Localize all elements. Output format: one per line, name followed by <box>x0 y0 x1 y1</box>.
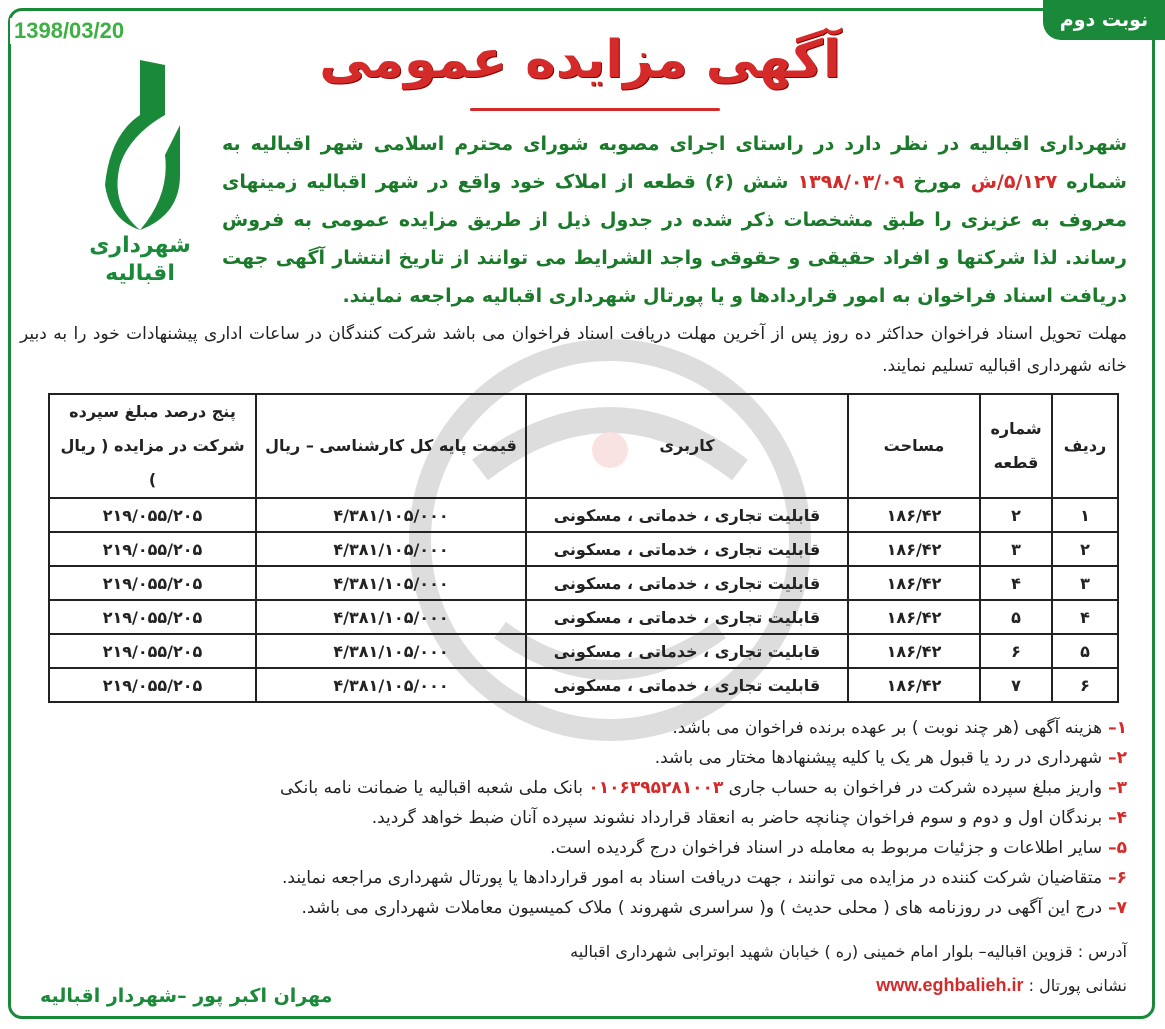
note-item <box>40 773 1127 803</box>
note-number: ۵– <box>1108 838 1127 858</box>
note-text: شهرداری در رد یا قبول هر یک یا کلیه پیشنهادها مختار می باشد. <box>654 748 1103 768</box>
note-number: ۲– <box>1108 748 1127 768</box>
cell-row: ۱ <box>1052 498 1118 532</box>
header-lot-number: شماره قطعه <box>980 394 1052 498</box>
header-area: مساحت <box>848 394 980 498</box>
note-text: سایر اطلاعات و جزئیات مربوط به معامله در اسناد فراخوان درج گردیده است. <box>550 838 1103 858</box>
title-underline <box>470 108 720 111</box>
cell-row: ۲ <box>1052 532 1118 566</box>
cell-deposit: ۲۱۹/۰۵۵/۲۰۵ <box>49 634 256 668</box>
resolution-date: ۱۳۹۸/۰۳/۰۹ <box>797 171 905 193</box>
cell-usage: قابلیت تجاری ، خدماتی ، مسکونی <box>526 566 848 600</box>
note-item <box>40 803 1127 833</box>
cell-usage: قابلیت تجاری ، خدماتی ، مسکونی <box>526 668 848 702</box>
note-item <box>40 833 1127 863</box>
table-row <box>49 668 1118 702</box>
cell-lot: ۳ <box>980 532 1052 566</box>
cell-lot: ۲ <box>980 498 1052 532</box>
note-text: واریز مبلغ سپرده شرکت در فراخوان به حساب جاری <box>728 778 1103 798</box>
lots-table <box>48 393 1119 703</box>
note-text: هزینه آگهی (هر چند نوبت ) بر عهده برنده فراخوان می باشد. <box>672 718 1103 738</box>
logo-line-1: شهرداری <box>89 233 191 258</box>
intro-part-1: شهرداری اقبالیه در نظر دارد در راستای اجرای مصوبه شورای محترم اسلامی شهر اقبالیه به شماره <box>222 133 1127 193</box>
cell-base-price: ۴/۳۸۱/۱۰۵/۰۰۰ <box>256 566 526 600</box>
table-row <box>49 532 1118 566</box>
header-deposit: پنج درصد مبلغ سپرده شرکت در مزایده ( ریال ) <box>49 394 256 498</box>
cell-deposit: ۲۱۹/۰۵۵/۲۰۵ <box>49 668 256 702</box>
cell-base-price: ۴/۳۸۱/۱۰۵/۰۰۰ <box>256 600 526 634</box>
cell-base-price: ۴/۳۸۱/۱۰۵/۰۰۰ <box>256 668 526 702</box>
cell-row: ۴ <box>1052 600 1118 634</box>
note-text: بانک ملی شعبه اقبالیه یا ضمانت نامه بانکی <box>279 778 583 798</box>
note-number: ۷– <box>1108 898 1127 918</box>
note-item <box>40 743 1127 773</box>
note-number: ۴– <box>1108 808 1127 828</box>
intro-part-2: مورخ <box>913 171 962 193</box>
table-row <box>49 498 1118 532</box>
intro-paragraph <box>222 125 1127 315</box>
portal-line <box>876 975 1127 996</box>
cell-usage: قابلیت تجاری ، خدماتی ، مسکونی <box>526 634 848 668</box>
round-badge: نوبت دوم <box>1043 0 1165 40</box>
notes-list <box>40 713 1127 923</box>
note-number: ۱– <box>1108 718 1127 738</box>
date-stamp: 1398/03/20 <box>10 18 128 44</box>
cell-row: ۳ <box>1052 566 1118 600</box>
logo-text <box>60 232 220 287</box>
table-header-row <box>49 394 1118 498</box>
cell-area: ۱۸۶/۴۲ <box>848 532 980 566</box>
signature: مهران اکبر پور –شهردار اقبالیه <box>40 985 333 1007</box>
cell-lot: ۴ <box>980 566 1052 600</box>
cell-deposit: ۲۱۹/۰۵۵/۲۰۵ <box>49 566 256 600</box>
note-text: درج این آگهی در روزنامه های ( محلی حدیث ) و( سراسری شهروند ) ملاک کمیسیون معاملات شهرداری می باشد. <box>301 898 1103 918</box>
cell-deposit: ۲۱۹/۰۵۵/۲۰۵ <box>49 532 256 566</box>
cell-base-price: ۴/۳۸۱/۱۰۵/۰۰۰ <box>256 634 526 668</box>
cell-lot: ۵ <box>980 600 1052 634</box>
resolution-number: ۵/۱۲۷/ش <box>970 171 1058 193</box>
cell-base-price: ۴/۳۸۱/۱۰۵/۰۰۰ <box>256 532 526 566</box>
cell-row: ۶ <box>1052 668 1118 702</box>
note-item <box>40 863 1127 893</box>
address-line: آدرس : قزوین اقبالیه– بلوار امام خمینی (ره ) خیابان شهید ابوترابی شهرداری اقبالیه <box>570 942 1127 961</box>
cell-lot: ۷ <box>980 668 1052 702</box>
page-title: آگهی مزایده عمومی <box>319 30 841 90</box>
portal-link[interactable]: www.eghbalieh.ir <box>876 975 1024 995</box>
portal-label: نشانی پورتال : <box>1028 976 1127 995</box>
cell-base-price: ۴/۳۸۱/۱۰۵/۰۰۰ <box>256 498 526 532</box>
table-row <box>49 600 1118 634</box>
cell-lot: ۶ <box>980 634 1052 668</box>
cell-row: ۵ <box>1052 634 1118 668</box>
cell-area: ۱۸۶/۴۲ <box>848 498 980 532</box>
cell-deposit: ۲۱۹/۰۵۵/۲۰۵ <box>49 600 256 634</box>
header-usage: کاربری <box>526 394 848 498</box>
cell-area: ۱۸۶/۴۲ <box>848 566 980 600</box>
table-row <box>49 634 1118 668</box>
note-number: ۳– <box>1108 778 1127 798</box>
cell-usage: قابلیت تجاری ، خدماتی ، مسکونی <box>526 498 848 532</box>
logo-line-2: اقبالیه <box>105 260 175 286</box>
intro-part-3: شش (۶) قطعه از املاک خود واقع در شهر اقبالیه زمینهای معروف به عزیزی را طبق مشخصات ذکر شده در جدول ذیل از طریق مزایده عمومی به فروش رساند. لذا شرکتها و افراد حقیقی و حقوقی واجد الشرایط می توانند از تاریخ انتشار آگهی جهت دریافت اسناد فراخوان به امور قراردادها و یا پورتال شهرداری اقبالیه مراجعه نمایند. <box>222 171 1127 307</box>
deadline-paragraph: مهلت تحویل اسناد فراخوان حداکثر ده روز پس از آخرین مهلت دریافت اسناد فراخوان می باشد شرکت کنندگان در ساعات اداری پیشنهادات خود را به دبیر خانه شهرداری اقبالیه تسلیم نمایند. <box>20 324 1127 376</box>
cell-area: ۱۸۶/۴۲ <box>848 634 980 668</box>
cell-usage: قابلیت تجاری ، خدماتی ، مسکونی <box>526 600 848 634</box>
note-number: ۶– <box>1108 868 1127 888</box>
note-text: برندگان اول و دوم و سوم فراخوان چنانچه حاضر به انعقاد قرارداد نشوند سپرده آنان ضبط خواهد گردید. <box>371 808 1103 828</box>
bank-account-number: ۰۱۰۶۳۹۵۲۸۱۰۰۳ <box>588 778 724 798</box>
cell-usage: قابلیت تجاری ، خدماتی ، مسکونی <box>526 532 848 566</box>
note-text: متقاضیان شرکت کننده در مزایده می توانند ، جهت دریافت اسناد به امور قراردادها یا پورتال شهرداری مراجعه نمایند. <box>282 868 1103 888</box>
cell-area: ۱۸۶/۴۲ <box>848 668 980 702</box>
table-row <box>49 566 1118 600</box>
note-item <box>40 713 1127 743</box>
cell-area: ۱۸۶/۴۲ <box>848 600 980 634</box>
header-row-number: ردیف <box>1052 394 1118 498</box>
header-base-price: قیمت پایه کل کارشناسی – ریال <box>256 394 526 498</box>
note-item <box>40 893 1127 923</box>
cell-deposit: ۲۱۹/۰۵۵/۲۰۵ <box>49 498 256 532</box>
